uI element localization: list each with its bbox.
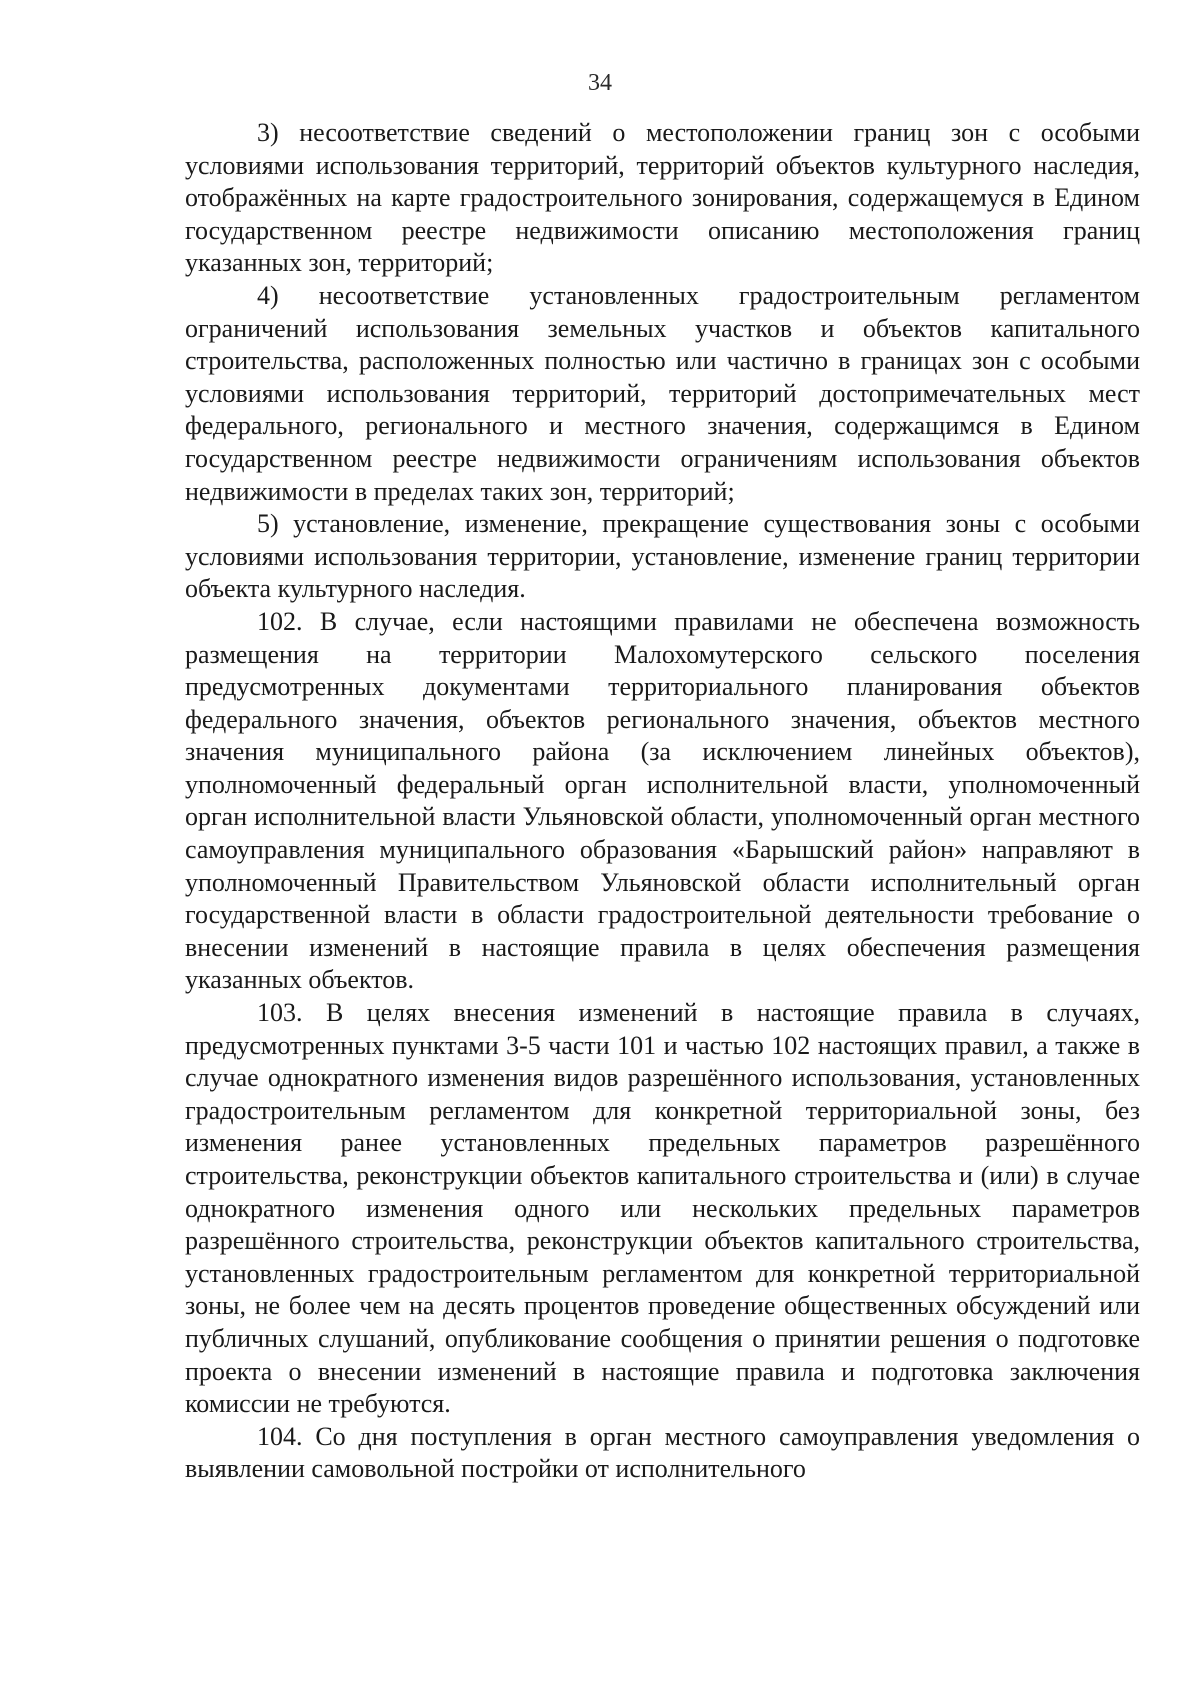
- document-body: [185, 117, 1140, 1486]
- paragraph-item-3: 3) несоответствие сведений о местоположении границ зон с особыми условиями использования территорий, территорий объектов культурного наследия, отображённых на карте градостроительного зонирования, содержащемуся в Едином государственном реестре недвижимости описанию местоположения границ указанных зон, территорий;: [185, 118, 1140, 278]
- page-number: 34: [588, 70, 612, 96]
- paragraph-102: 102. В случае, если настоящими правилами не обеспечена возможность размещения на территории Малохомутерского сельского поселения предусмотренных документами территориального планирования объектов федерального значения, объектов регионального значения, объектов местного значения муниципального района (за исключением линейных объектов), уполномоченный федеральный орган исполнительной власти, уполномоченный орган исполнительной власти Ульяновской области, уполномоченный орган местного самоуправления муниципального образования «Барышский район» направляют в уполномоченный Правительством Ульяновской области исполнительный орган государственной власти в области градостроительной деятельности требование о внесении изменений в настоящие правила в целях обеспечения размещения указанных объектов.: [185, 606, 1140, 995]
- paragraph-104: 104. Со дня поступления в орган местного самоуправления уведомления о выявлении самовольной постройки от исполнительного: [185, 1421, 1140, 1484]
- paragraph-103: 103. В целях внесения изменений в настоящие правила в случаях, предусмотренных пунктами 3-5 части 101 и частью 102 настоящих правил, а также в случае однократного изменения видов разрешённого использования, установленных градостроительным регламентом для конкретной территориальной зоны, без изменения ранее установленных предельных параметров разрешённого строительства, реконструкции объектов капитального строительства и (или) в случае однократного изменения одного или нескольких предельных параметров разрешённого строительства, реконструкции объектов капитального строительства, установленных градостроительным регламентом для конкретной территориальной зоны, не более чем на десять процентов проведение общественных обсуждений или публичных слушаний, опубликование сообщения о принятии решения о подготовке проекта о внесении изменений в настоящие правила и подготовка заключения комиссии не требуются.: [185, 998, 1140, 1419]
- paragraph-item-4: 4) несоответствие установленных градостроительным регламентом ограничений использования земельных участков и объектов капитального строительства, расположенных полностью или частично в границах зон с особыми условиями использования территорий, территорий достопримечательных мест федерального, регионального и местного значения, содержащимся в Едином государственном реестре недвижимости ограничениям использования объектов недвижимости в пределах таких зон, территорий;: [185, 280, 1140, 506]
- paragraph-item-5: 5) установление, изменение, прекращение существования зоны с особыми условиями использования территории, установление, изменение границ территории объекта культурного наследия.: [185, 509, 1140, 604]
